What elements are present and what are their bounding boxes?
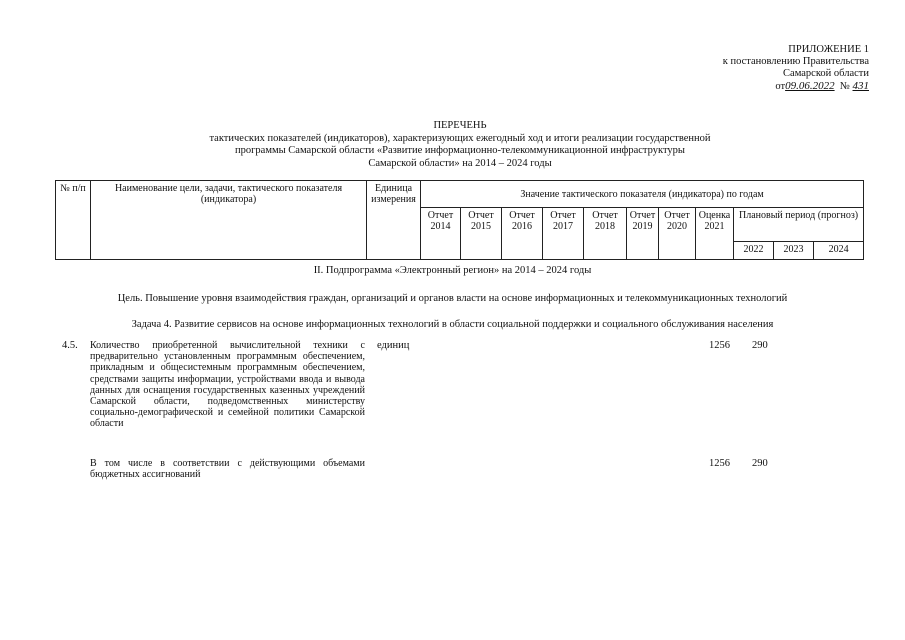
title-line-3: Самарской области» на 2014 – 2024 годы bbox=[368, 157, 552, 169]
row-number: 4.5. bbox=[62, 340, 78, 351]
col-year-2014: Отчет 2014 bbox=[421, 208, 461, 260]
row-subitem-text: В том числе в соответствии с действующими объемами бюджетных ассигнований bbox=[90, 458, 365, 481]
col-unit: Единица измерения bbox=[367, 181, 421, 260]
annex-number: 431 bbox=[852, 80, 869, 92]
row-subitem-value-2022: 290 bbox=[752, 458, 768, 469]
col-year-2019: Отчет 2019 bbox=[627, 208, 659, 260]
row-indicator-text: Количество приобретенной вычислительной техники с предварительно установленным программным обеспечением, прикладным и общесистемным программным обеспечением, средствами защиты информации, устройствами ввода и вывода данных для оснащения государственных казенных учреждений Самарской области, подведомственных министерству социально-демографической и семейной политики Самарской области bbox=[90, 340, 365, 430]
annex-date-prefix: от bbox=[775, 81, 786, 92]
row-unit: единиц bbox=[377, 340, 410, 351]
annex-block bbox=[669, 44, 869, 93]
col-plan-title: Плановый период (прогноз) bbox=[734, 208, 864, 242]
annex-title: ПРИЛОЖЕНИЕ 1 bbox=[788, 44, 869, 55]
col-year-2015: Отчет 2015 bbox=[461, 208, 502, 260]
col-year-2021: Оценка 2021 bbox=[696, 208, 734, 260]
annex-line-1: к постановлению Правительства bbox=[722, 56, 869, 67]
row-value-2021: 1256 bbox=[709, 340, 730, 351]
col-year-2016: Отчет 2016 bbox=[502, 208, 543, 260]
goal-line: Цель. Повышение уровня взаимодействия граждан, организаций и органов власти на основе информационных и телекоммуникационных технологий bbox=[117, 293, 788, 304]
col-year-2017: Отчет 2017 bbox=[543, 208, 584, 260]
col-plan-2024: 2024 bbox=[814, 242, 864, 260]
annex-number-prefix: № bbox=[839, 81, 850, 92]
indicator-table-header bbox=[55, 180, 864, 260]
col-name: Наименование цели, задачи, тактического показателя (индикатора) bbox=[91, 181, 367, 260]
title-line-2: программы Самарской области «Развитие информационно-телекоммуникационной инфраструктуры bbox=[235, 145, 685, 156]
col-values-title: Значение тактического показателя (индикатора) по годам bbox=[421, 181, 864, 208]
subprogram-heading: II. Подпрограмма «Электронный регион» на 2014 – 2024 годы bbox=[313, 265, 592, 276]
row-subitem-value-2021: 1256 bbox=[709, 458, 730, 469]
col-year-2020: Отчет 2020 bbox=[659, 208, 696, 260]
title-heading: ПЕРЕЧЕНЬ bbox=[433, 120, 487, 131]
annex-date: 09.06.2022 bbox=[785, 80, 835, 92]
task-line: Задача 4. Развитие сервисов на основе информационных технологий в области социальной поддержки и социального обслуживания населения bbox=[131, 319, 774, 330]
col-plan-2022: 2022 bbox=[734, 242, 774, 260]
title-line-1: тактических показателей (индикаторов), характеризующих ежегодный ход и итоги реализации государственной bbox=[209, 132, 711, 144]
document-title bbox=[150, 120, 770, 170]
col-year-2018: Отчет 2018 bbox=[584, 208, 627, 260]
row-value-2022: 290 bbox=[752, 340, 768, 351]
col-plan-2023: 2023 bbox=[774, 242, 814, 260]
col-num: № п/п bbox=[56, 181, 91, 260]
annex-line-2: Самарской области bbox=[783, 68, 869, 79]
annex-date-line bbox=[669, 80, 869, 93]
